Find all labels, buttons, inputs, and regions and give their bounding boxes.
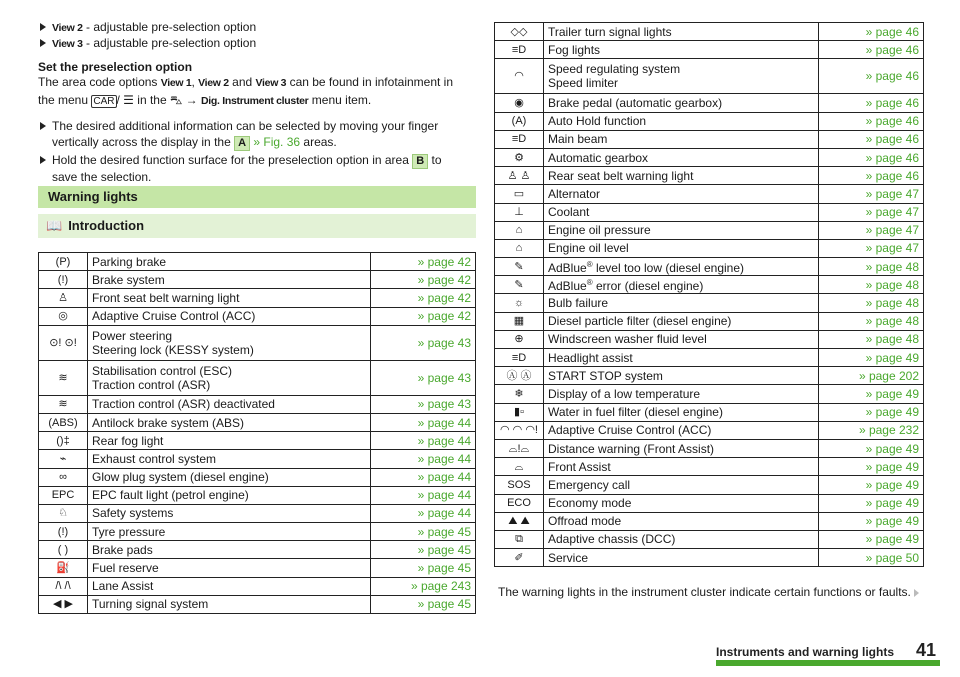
name-line: Safety systems — [92, 506, 174, 521]
table-row — [495, 112, 924, 130]
name-line-2: Steering lock (KESSY system) — [92, 342, 254, 357]
table-row — [495, 94, 924, 112]
name-line: Front seat belt warning light — [92, 290, 240, 305]
warning-light-icon: (!) — [39, 523, 88, 541]
page-reference-link[interactable]: » page 42 — [371, 307, 476, 325]
page-reference-link[interactable]: » page 46 — [819, 94, 924, 112]
table-row — [495, 458, 924, 476]
table-row — [495, 349, 924, 367]
table-row — [39, 486, 476, 504]
name-line: Front Assist — [548, 459, 611, 474]
warning-light-icon: ≋ — [39, 395, 88, 413]
car-settings-icon: ⛍ — [169, 93, 183, 107]
warning-light-name — [544, 203, 819, 221]
table-row — [39, 307, 476, 325]
warning-light-icon: ⌓!⌓ — [495, 439, 544, 457]
name-line: Engine oil level — [548, 241, 629, 256]
table-row — [495, 59, 924, 94]
fig-ref-link[interactable]: » Fig. 36 — [250, 135, 301, 149]
name-line: Power steering — [92, 328, 173, 343]
continue-arrow-icon — [914, 589, 919, 597]
warning-light-icon: ◠ — [495, 59, 544, 94]
table-row — [39, 450, 476, 468]
page-reference-link[interactable]: » page 49 — [819, 512, 924, 530]
table-row — [39, 271, 476, 289]
warning-lights-table-left — [38, 252, 476, 614]
name-line: Tyre pressure — [92, 524, 166, 539]
table-row — [495, 239, 924, 257]
page-reference-link[interactable]: » page 48 — [819, 330, 924, 348]
warning-light-icon: Ⓐ Ⓐ — [495, 367, 544, 385]
name-line: START STOP system — [548, 368, 663, 383]
page-reference-link[interactable]: » page 48 — [819, 312, 924, 330]
page-reference-link[interactable]: » page 44 — [371, 413, 476, 431]
warning-light-icon: ⛽ — [39, 559, 88, 577]
warning-light-name — [544, 258, 819, 276]
warning-light-name — [88, 289, 371, 307]
warning-light-icon: ⛰ ⛰ — [495, 512, 544, 530]
warning-light-icon: ▦ — [495, 312, 544, 330]
warning-light-icon: ☼ — [495, 294, 544, 312]
page-reference-link[interactable]: » page 48 — [819, 276, 924, 294]
table-row — [495, 549, 924, 567]
warning-light-name — [544, 148, 819, 166]
name-line: AdBlue — [548, 279, 587, 294]
page-reference-link[interactable]: » page 47 — [819, 239, 924, 257]
table-row — [495, 367, 924, 385]
bullet-2-cont: save the selection. — [52, 170, 152, 184]
page-number: 41 — [916, 640, 937, 660]
name-line: Engine oil pressure — [548, 223, 651, 238]
warning-light-name — [88, 253, 371, 271]
warning-light-name — [88, 307, 371, 325]
warning-light-name — [88, 541, 371, 559]
page-reference-link[interactable]: » page 202 — [819, 367, 924, 385]
warning-light-icon: ()‡ — [39, 432, 88, 450]
page-reference-link[interactable]: » page 42 — [371, 253, 476, 271]
warning-light-name — [544, 530, 819, 548]
page-reference-link[interactable]: » page 46 — [819, 167, 924, 185]
page-reference-link[interactable]: » page 46 — [819, 41, 924, 59]
warning-light-name — [544, 41, 819, 59]
warning-light-name — [544, 549, 819, 567]
warning-light-name — [544, 421, 819, 439]
table-row — [495, 41, 924, 59]
warning-light-name — [88, 271, 371, 289]
warning-light-icon: ◀ ▶ — [39, 595, 88, 613]
page-reference-link[interactable]: » page 44 — [371, 450, 476, 468]
page-reference-link[interactable]: » page 44 — [371, 504, 476, 522]
warning-light-icon: ECO — [495, 494, 544, 512]
name-line: Speed regulating system — [548, 62, 681, 77]
page-reference-link[interactable]: » page 47 — [819, 203, 924, 221]
warning-light-icon: ◎ — [39, 307, 88, 325]
page-reference-link[interactable]: » page 46 — [819, 130, 924, 148]
table-row — [39, 289, 476, 307]
page-reference-link[interactable]: » page 46 — [819, 148, 924, 166]
warning-light-name — [544, 312, 819, 330]
name-line: Adaptive chassis (DCC) — [548, 532, 676, 547]
page-reference-link[interactable]: » page 49 — [819, 530, 924, 548]
name-line: Service — [548, 550, 589, 565]
warning-light-icon: ▮▫ — [495, 403, 544, 421]
name-line: Auto Hold function — [548, 114, 647, 129]
warning-light-name — [88, 504, 371, 522]
page-reference-link[interactable]: » page 43 — [371, 325, 476, 360]
warning-light-icon: ≡D — [495, 349, 544, 367]
page-reference-link[interactable]: » page 49 — [819, 458, 924, 476]
area-a-label: A — [234, 136, 250, 151]
page-reference-link[interactable]: » page 46 — [819, 23, 924, 41]
name-line-rest: level too low (diesel engine) — [592, 261, 745, 276]
page-reference-link[interactable]: » page 46 — [819, 59, 924, 94]
warning-light-name — [544, 512, 819, 530]
name-line: Exhaust control system — [92, 451, 217, 466]
warning-light-icon: ✎ — [495, 258, 544, 276]
table-row — [495, 403, 924, 421]
warning-light-name — [88, 413, 371, 431]
warning-light-name — [88, 395, 371, 413]
table-row — [39, 577, 476, 595]
warning-light-icon: ❄ — [495, 385, 544, 403]
name-line-rest: error (diesel engine) — [592, 279, 704, 294]
warning-light-icon: (A) — [495, 112, 544, 130]
warning-light-icon: ≡D — [495, 41, 544, 59]
warning-light-name — [88, 595, 371, 613]
paragraph-line2: the menu CAR / ☰ in the ⛍ → Dig. Instrument cluster menu item. — [38, 93, 372, 107]
page-reference-link[interactable]: » page 45 — [371, 559, 476, 577]
warning-light-icon: ∞ — [39, 468, 88, 486]
name-line: Fuel reserve — [92, 561, 159, 576]
warning-light-icon: SOS — [495, 476, 544, 494]
bullet-1-cont: vertically across the display in the A » Fig. 36 areas. — [52, 135, 337, 149]
area-b-label: B — [412, 154, 428, 169]
warning-light-icon: (ABS) — [39, 413, 88, 431]
warning-light-icon: ♘ — [39, 504, 88, 522]
bullet-2: Hold the desired function surface for the preselection option in area B to — [38, 153, 476, 169]
page-reference-link[interactable]: » page 243 — [371, 577, 476, 595]
warning-light-name — [544, 330, 819, 348]
table-row — [495, 23, 924, 41]
page-reference-link[interactable]: » page 45 — [371, 541, 476, 559]
warning-light-name — [544, 23, 819, 41]
warning-light-icon: ≡D — [495, 130, 544, 148]
name-line: Windscreen washer fluid level — [548, 332, 707, 347]
page-reference-link[interactable]: » page 42 — [371, 289, 476, 307]
name-line: Main beam — [548, 132, 608, 147]
warning-light-name — [544, 349, 819, 367]
book-icon: 📖 — [46, 218, 63, 233]
warning-light-name — [544, 494, 819, 512]
table-row — [39, 523, 476, 541]
warning-light-name — [88, 577, 371, 595]
warning-light-name — [544, 112, 819, 130]
warning-light-icon: EPC — [39, 486, 88, 504]
table-row — [39, 541, 476, 559]
page-reference-link[interactable]: » page 48 — [819, 258, 924, 276]
name-line: EPC fault light (petrol engine) — [92, 488, 249, 503]
view2-line: View 2 - adjustable pre-selection option — [38, 20, 476, 36]
name-line: Automatic gearbox — [548, 150, 649, 165]
car-icon: CAR — [93, 96, 115, 107]
page-reference-link[interactable]: » page 49 — [819, 349, 924, 367]
paragraph-line1: The area code options View 1, View 2 and View 3 can be found in infotainment in — [38, 75, 454, 89]
registered-mark: ® — [586, 278, 593, 288]
warning-light-name — [88, 432, 371, 450]
warning-light-name — [544, 130, 819, 148]
warning-light-icon: ( ) — [39, 541, 88, 559]
table-row — [39, 360, 476, 395]
warning-light-name — [544, 59, 819, 94]
name-line: Coolant — [548, 205, 590, 220]
warning-light-name — [544, 185, 819, 203]
name-line: AdBlue — [548, 261, 587, 276]
table-row — [495, 167, 924, 185]
name-line: Headlight assist — [548, 350, 633, 365]
table-row — [495, 476, 924, 494]
warning-light-icon: ◠ ◠ ◠! — [495, 421, 544, 439]
warning-light-icon: ⊙! ⊙! — [39, 325, 88, 360]
table-row — [495, 276, 924, 294]
page-reference-link[interactable]: » page 44 — [371, 468, 476, 486]
table-row — [39, 325, 476, 360]
name-line: Fog lights — [548, 42, 601, 57]
warning-light-icon: ♙ ♙ — [495, 167, 544, 185]
warning-light-icon: ⧉ — [495, 530, 544, 548]
warning-light-name — [544, 458, 819, 476]
page-reference-link[interactable]: » page 45 — [371, 523, 476, 541]
warning-light-icon: ◉ — [495, 94, 544, 112]
table-row — [495, 385, 924, 403]
warning-light-name — [88, 486, 371, 504]
name-line: Brake system — [92, 272, 165, 287]
name-line: Adaptive Cruise Control (ACC) — [92, 309, 256, 324]
page-reference-link[interactable]: » page 50 — [819, 549, 924, 567]
subsection-band: 📖 Introduction — [38, 214, 476, 238]
page-reference-link[interactable]: » page 47 — [819, 221, 924, 239]
name-line: Water in fuel filter (diesel engine) — [548, 405, 723, 420]
table-row — [495, 185, 924, 203]
table-row — [495, 258, 924, 276]
warning-light-icon: (P) — [39, 253, 88, 271]
page-reference-link[interactable]: » page 47 — [819, 185, 924, 203]
name-line: Offroad mode — [548, 514, 622, 529]
table-row — [495, 421, 924, 439]
table-row — [495, 221, 924, 239]
name-line: Parking brake — [92, 254, 167, 269]
warning-light-icon: ⊥ — [495, 203, 544, 221]
table-row — [495, 203, 924, 221]
page-reference-link[interactable]: » page 49 — [819, 476, 924, 494]
name-line: Glow plug system (diesel engine) — [92, 470, 269, 485]
table-row — [39, 253, 476, 271]
page-reference-link[interactable]: » page 42 — [371, 271, 476, 289]
warning-light-name — [88, 523, 371, 541]
page-reference-link[interactable]: » page 49 — [819, 385, 924, 403]
footer-bar — [716, 660, 940, 666]
table-row — [495, 530, 924, 548]
page-reference-link[interactable]: » page 49 — [819, 439, 924, 457]
name-line: Brake pads — [92, 542, 153, 557]
page-reference-link[interactable]: » page 44 — [371, 432, 476, 450]
name-line: Turning signal system — [92, 597, 209, 612]
name-line: Alternator — [548, 186, 601, 201]
name-line: Lane Assist — [92, 579, 154, 594]
warning-light-name — [88, 559, 371, 577]
page-reference-link[interactable]: » page 44 — [371, 486, 476, 504]
warning-light-name — [88, 450, 371, 468]
warning-light-icon: ⚙ — [495, 148, 544, 166]
page-reference-link[interactable]: » page 232 — [819, 421, 924, 439]
table-row — [495, 294, 924, 312]
name-line: Distance warning (Front Assist) — [548, 441, 715, 456]
name-line: Antilock brake system (ABS) — [92, 415, 245, 430]
table-row — [495, 512, 924, 530]
warning-light-name — [544, 439, 819, 457]
warning-light-name — [544, 221, 819, 239]
warning-light-name — [544, 239, 819, 257]
name-line: Emergency call — [548, 477, 631, 492]
warning-light-icon: ♙ — [39, 289, 88, 307]
page-reference-link[interactable]: » page 46 — [819, 112, 924, 130]
name-line: Rear seat belt warning light — [548, 168, 694, 183]
warning-light-name — [544, 367, 819, 385]
warning-light-icon: /\ /\ — [39, 577, 88, 595]
name-line-2: Traction control (ASR) — [92, 377, 211, 392]
bullet-1: The desired additional information can be selected by moving your finger — [38, 119, 476, 134]
table-row — [39, 595, 476, 613]
name-line-2: Speed limiter — [548, 76, 619, 91]
page-reference-link[interactable]: » page 49 — [819, 403, 924, 421]
name-line: Diesel particle filter (diesel engine) — [548, 314, 732, 329]
warning-lights-table-right — [494, 22, 924, 567]
section-title-band: Warning lights — [38, 186, 476, 208]
name-line: Rear fog light — [92, 433, 164, 448]
table-row — [39, 413, 476, 431]
name-line: Trailer turn signal lights — [548, 24, 672, 39]
warning-light-name — [544, 403, 819, 421]
warning-light-icon: ✎ — [495, 276, 544, 294]
name-line: Display of a low temperature — [548, 386, 701, 401]
warning-light-icon: ⌁ — [39, 450, 88, 468]
name-line: Traction control (ASR) deactivated — [92, 397, 275, 412]
name-line: Stabilisation control (ESC) — [92, 363, 233, 378]
table-row — [495, 312, 924, 330]
warning-light-name — [88, 325, 371, 360]
name-line: Adaptive Cruise Control (ACC) — [548, 423, 712, 438]
table-row — [495, 439, 924, 457]
warning-light-name — [88, 360, 371, 395]
registered-mark: ® — [586, 260, 593, 270]
warning-light-icon: ⌓ — [495, 458, 544, 476]
warning-light-icon: ⌂ — [495, 221, 544, 239]
warning-light-name — [544, 294, 819, 312]
table-row — [495, 130, 924, 148]
warning-light-icon: (!) — [39, 271, 88, 289]
table-row — [39, 395, 476, 413]
warning-light-icon: ≋ — [39, 360, 88, 395]
footer-note: The warning lights in the instrument cluster indicate certain functions or faults. — [498, 585, 919, 600]
warning-light-icon: ⊕ — [495, 330, 544, 348]
warning-light-icon: ▭ — [495, 185, 544, 203]
preselection-heading: Set the preselection option — [38, 60, 193, 74]
chapter-title: Instruments and warning lights — [716, 645, 895, 659]
table-row — [39, 504, 476, 522]
page-reference-link[interactable]: » page 45 — [371, 595, 476, 613]
page-reference-link[interactable]: » page 48 — [819, 294, 924, 312]
page-reference-link[interactable]: » page 43 — [371, 395, 476, 413]
page-reference-link[interactable]: » page 43 — [371, 360, 476, 395]
name-line: Economy mode — [548, 496, 632, 511]
warning-light-icon: ◇◇ — [495, 23, 544, 41]
warning-light-icon: ⌂ — [495, 239, 544, 257]
menu-icon: ☰ — [123, 93, 134, 107]
table-row — [39, 559, 476, 577]
view3-line: View 3 - adjustable pre-selection option — [38, 36, 476, 52]
table-row — [39, 468, 476, 486]
warning-light-name — [544, 94, 819, 112]
name-line: Brake pedal (automatic gearbox) — [548, 95, 723, 110]
name-line: Bulb failure — [548, 296, 609, 311]
page-reference-link[interactable]: » page 49 — [819, 494, 924, 512]
warning-light-name — [544, 276, 819, 294]
warning-light-name — [544, 476, 819, 494]
warning-light-name — [544, 385, 819, 403]
table-row — [495, 494, 924, 512]
table-row — [495, 148, 924, 166]
warning-light-icon: ✐ — [495, 549, 544, 567]
warning-light-name — [88, 468, 371, 486]
warning-light-name — [544, 167, 819, 185]
table-row — [495, 330, 924, 348]
intro-text — [38, 20, 476, 185]
table-row — [39, 432, 476, 450]
